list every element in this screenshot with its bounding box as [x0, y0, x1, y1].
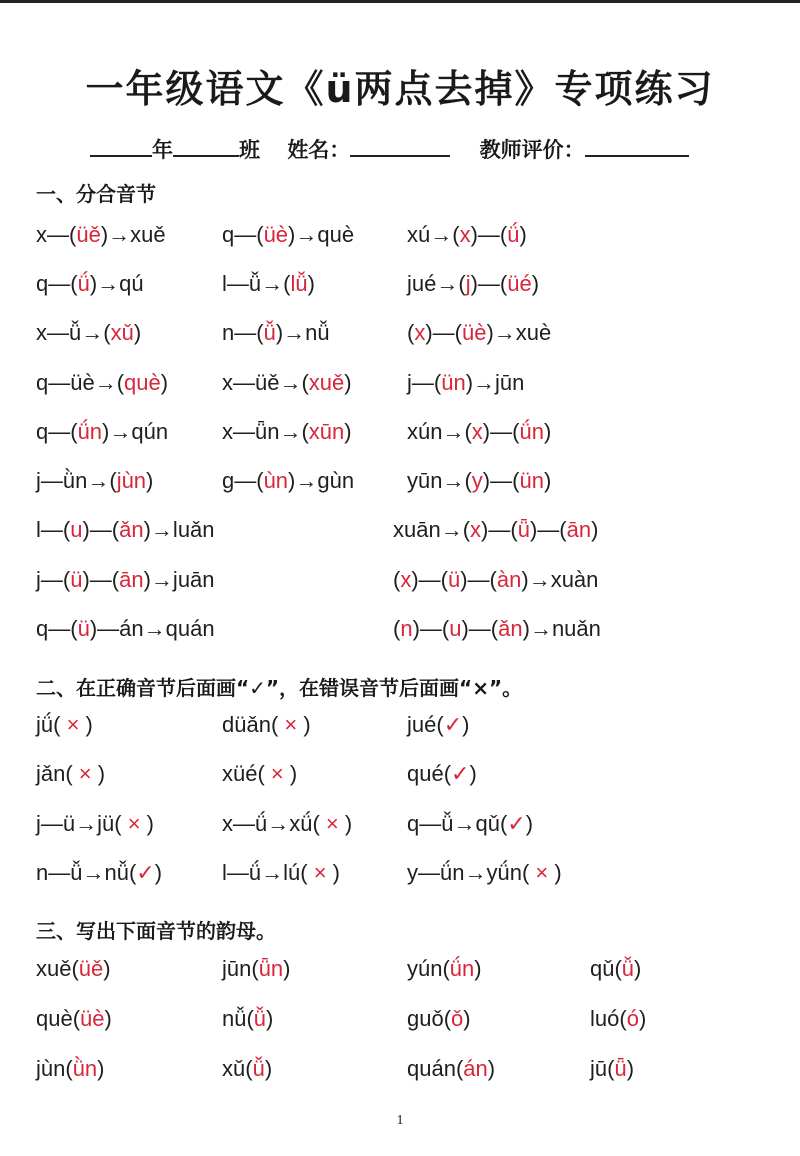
exercise-item — [222, 712, 311, 738]
question-text: ) — [154, 860, 163, 885]
exercise-item — [222, 271, 315, 297]
question-text: )—( — [82, 567, 120, 592]
question-text: )→xuè — [486, 320, 552, 345]
exercise-item — [222, 860, 340, 886]
answer-text: xuě — [308, 370, 345, 395]
exercise-item — [393, 517, 598, 543]
exercise-item — [407, 320, 551, 346]
question-text: ) — [344, 419, 352, 444]
exercise-row — [0, 222, 800, 262]
exercise-item — [590, 1006, 646, 1032]
question-text: ) — [97, 1056, 105, 1081]
exercise-item — [222, 761, 297, 787]
year-blank[interactable] — [90, 137, 152, 157]
answer-text: x — [400, 567, 412, 592]
exercise-item — [222, 222, 354, 248]
answer-text: u — [70, 517, 83, 542]
answer-text: × — [78, 761, 92, 786]
answer-text: ǘn — [519, 419, 544, 444]
exercise-item — [36, 567, 215, 593]
answer-text: üè — [461, 320, 487, 345]
class-label: 班 — [239, 138, 260, 162]
question-text: x—( — [36, 222, 77, 247]
question-text: jué→( — [407, 271, 466, 296]
exercise-row — [0, 517, 800, 557]
page-number: 1 — [396, 1113, 404, 1128]
exercise-row — [0, 712, 800, 752]
exercise-item — [407, 419, 551, 445]
question-text: ) — [487, 1056, 496, 1081]
answer-text: üè — [263, 222, 289, 247]
exercise-row — [0, 811, 800, 851]
exercise-item — [222, 419, 352, 445]
exercise-item — [393, 616, 601, 642]
answer-text: ǚ — [252, 1056, 265, 1081]
question-text: ) — [307, 271, 315, 296]
question-text: )→nuǎn — [522, 616, 601, 641]
answer-text: ün — [441, 370, 466, 395]
question-text: yún( — [407, 956, 450, 981]
answer-text: ü — [77, 616, 90, 641]
name-label: 姓名： — [287, 138, 351, 162]
answer-text: lǚ — [290, 271, 308, 296]
question-text: jǎn( — [36, 761, 79, 786]
class-blank[interactable] — [173, 137, 239, 157]
question-text: ) — [160, 370, 169, 395]
question-text: jūn( — [222, 956, 259, 981]
exercise-item — [393, 567, 598, 593]
exercise-item — [407, 956, 482, 982]
question-text: )→qún — [102, 419, 169, 444]
question-text: ) — [266, 1006, 274, 1031]
question-text: ) — [133, 320, 142, 345]
answer-text: ǚ — [621, 956, 635, 981]
question-text: ) — [463, 1006, 471, 1031]
question-text: g—( — [222, 468, 264, 493]
question-text: q—üè→( — [36, 370, 125, 395]
exercise-item — [36, 320, 141, 346]
question-text: ) — [283, 956, 291, 981]
exercise-item — [407, 860, 562, 886]
question-text: xú→( — [407, 222, 460, 247]
exercise-item — [36, 517, 215, 543]
answer-text: jùn — [116, 468, 147, 493]
question-text: ) — [638, 1006, 647, 1031]
question-text: )→juān — [143, 567, 215, 592]
exercise-item — [407, 1056, 495, 1082]
exercise-item — [36, 222, 166, 248]
exercise-row — [0, 860, 800, 900]
question-text: ) — [146, 468, 154, 493]
answer-text: × — [127, 811, 141, 836]
exercise-item — [222, 468, 354, 494]
question-text: )—( — [460, 567, 497, 592]
question-text: luó( — [590, 1006, 627, 1031]
question-text: qǔ( — [590, 956, 622, 981]
question-text: ) — [91, 761, 106, 786]
exercise-item — [222, 956, 291, 982]
question-text: q—( — [36, 271, 78, 296]
question-text: )—( — [411, 567, 448, 592]
exercise-row — [0, 370, 800, 410]
answer-text: ǖ — [614, 1056, 627, 1081]
exercise-row — [0, 1056, 800, 1096]
question-text: ) — [283, 761, 298, 786]
question-text: ) — [519, 222, 527, 247]
exercise-row — [0, 956, 800, 996]
answer-text: ✓ — [443, 712, 463, 737]
answer-text: ān — [119, 567, 144, 592]
exercise-row — [0, 271, 800, 311]
question-text: ) — [338, 811, 353, 836]
answer-text: n — [400, 616, 413, 641]
answer-text: ǖ — [517, 517, 530, 542]
question-text: )→xuě — [100, 222, 166, 247]
year-label: 年 — [152, 138, 173, 162]
answer-text: ǘ — [507, 222, 520, 247]
exercise-item — [36, 1056, 105, 1082]
question-text: jǘ( — [36, 712, 67, 737]
question-text: j—( — [36, 567, 71, 592]
exercise-row — [0, 320, 800, 360]
exercise-row — [0, 616, 800, 656]
question-text: ) — [104, 1006, 112, 1031]
question-text: yūn→( — [407, 468, 472, 493]
exercise-item — [590, 1056, 634, 1082]
answer-text: ǜn — [72, 1056, 98, 1081]
answer-text: ✓ — [136, 860, 155, 885]
question-text: q—( — [222, 222, 264, 247]
question-text: jū( — [590, 1056, 615, 1081]
question-text: x—ǘ→xǘ( — [222, 811, 326, 836]
exercise-item — [36, 712, 93, 738]
exercise-row — [0, 419, 800, 459]
exercise-item — [36, 811, 154, 837]
exercise-item — [36, 761, 105, 787]
question-text: )—( — [481, 517, 518, 542]
exercise-item — [36, 616, 215, 642]
exercise-item — [222, 1006, 273, 1032]
answer-text: ǚ — [263, 320, 276, 345]
answer-text: ǖn — [258, 956, 284, 981]
question-text: ) — [297, 712, 311, 737]
question-text: ) — [543, 468, 552, 493]
question-text: ) — [634, 956, 642, 981]
teacher-eval-label: 教师评价： — [479, 138, 585, 162]
question-text: ) — [626, 1056, 635, 1081]
exercise-item — [222, 320, 330, 346]
question-text: )—( — [482, 468, 520, 493]
question-text: jùn( — [36, 1056, 73, 1081]
question-text: n—( — [222, 320, 264, 345]
exercise-item — [222, 1056, 272, 1082]
question-text: )→jūn — [465, 370, 525, 395]
question-text: ) — [531, 271, 540, 296]
question-text: )→gùn — [288, 468, 355, 493]
page-title: 一年级语文《ü两点去掉》专项练习 — [85, 67, 715, 111]
question-text: xüé( — [222, 761, 271, 786]
question-text: )—( — [470, 222, 508, 247]
question-text: ) — [140, 811, 154, 836]
question-text: j—ǜn→( — [36, 468, 117, 493]
exercise-item — [407, 761, 477, 787]
question-text: xuān→( — [393, 517, 471, 542]
question-text: y—ǘn→yǘn( — [407, 860, 536, 885]
question-text: )—( — [461, 616, 499, 641]
question-text: ) — [462, 712, 470, 737]
question-text: quán( — [407, 1056, 464, 1081]
exercise-item — [407, 222, 527, 248]
section-3-heading: 三、写出下面音节的韵母。 — [36, 919, 276, 943]
answer-text: x — [471, 419, 483, 444]
question-text: q—( — [36, 616, 78, 641]
exercise-row — [0, 468, 800, 508]
question-text: ) — [103, 956, 111, 981]
answer-text: ǘn — [449, 956, 475, 981]
exercise-item — [222, 811, 352, 837]
question-text: q—( — [36, 419, 78, 444]
top-border — [0, 0, 800, 3]
question-text: )→xuàn — [521, 567, 599, 592]
question-text: qué( — [407, 761, 452, 786]
question-text: xǔ( — [222, 1056, 253, 1081]
question-text: l—ǘ→lú( — [222, 860, 314, 885]
question-text: nǚ( — [222, 1006, 254, 1031]
answer-text: ān — [566, 517, 592, 542]
question-text: )—( — [529, 517, 567, 542]
exercise-item — [590, 956, 641, 982]
answer-text: x — [470, 517, 482, 542]
question-text: ) — [326, 860, 340, 885]
question-text: )→luǎn — [143, 517, 215, 542]
answer-text: × — [535, 860, 549, 885]
question-text: ) — [79, 712, 93, 737]
section-1-heading: 一、分合音节 — [36, 182, 156, 206]
exercise-item — [36, 1006, 112, 1032]
answer-text: ǎn — [498, 616, 523, 641]
answer-text: ü — [70, 567, 83, 592]
question-text: ( — [393, 567, 401, 592]
question-text: )—án→quán — [89, 616, 215, 641]
question-text: ) — [543, 419, 552, 444]
exercise-item — [407, 811, 533, 837]
question-text: xún→( — [407, 419, 472, 444]
exercise-item — [407, 712, 469, 738]
question-text: )→nǚ — [275, 320, 330, 345]
answer-text: × — [66, 712, 80, 737]
question-text: ( — [407, 320, 415, 345]
answer-text: ǒ — [451, 1006, 464, 1031]
answer-text: x — [459, 222, 471, 247]
answer-text: j — [465, 271, 471, 296]
question-text: l—ǚ→( — [222, 271, 291, 296]
question-text: ) — [474, 956, 482, 981]
question-text: j—( — [407, 370, 442, 395]
answer-text: üè — [80, 1006, 105, 1031]
question-text: x—üě→( — [222, 370, 309, 395]
question-text: ( — [393, 616, 401, 641]
exercise-item — [407, 468, 551, 494]
question-text: ) — [525, 811, 534, 836]
exercise-item — [407, 1006, 471, 1032]
question-text: )→què — [288, 222, 355, 247]
answer-text: ü — [447, 567, 461, 592]
teacher-eval-blank[interactable] — [585, 137, 689, 157]
exercise-row — [0, 567, 800, 607]
question-text: jué( — [407, 712, 444, 737]
answer-text: ✓ — [451, 761, 470, 786]
exercise-item — [407, 271, 539, 297]
answer-text: × — [270, 761, 284, 786]
exercise-item — [36, 956, 111, 982]
answer-text: ✓ — [507, 811, 526, 836]
question-text: x—ǖn→( — [222, 419, 309, 444]
question-text: ) — [469, 761, 477, 786]
answer-text: ǎn — [119, 517, 144, 542]
name-blank[interactable] — [350, 137, 450, 157]
answer-text: ǘn — [77, 419, 103, 444]
answer-text: ùn — [263, 468, 289, 493]
question-text: )—( — [470, 271, 508, 296]
answer-text: ǚ — [253, 1006, 267, 1031]
question-text: què( — [36, 1006, 81, 1031]
question-text: xuě( — [36, 956, 79, 981]
answer-text: xūn — [308, 419, 345, 444]
question-text: guǒ( — [407, 1006, 452, 1031]
exercise-item — [36, 468, 153, 494]
answer-text: × — [313, 860, 327, 885]
answer-text: × — [325, 811, 339, 836]
answer-text: ǘ — [77, 271, 90, 296]
answer-text: án — [463, 1056, 488, 1081]
exercise-row — [0, 761, 800, 801]
section-2-heading: 二、在正确音节后面画“✓”，在错误音节后面画“×”。 — [36, 676, 523, 700]
question-text: düǎn( — [222, 712, 285, 737]
exercise-item — [36, 419, 168, 445]
question-text: n—ǚ→nǚ( — [36, 860, 137, 885]
student-info-line — [90, 134, 689, 164]
answer-text: u — [449, 616, 462, 641]
exercise-item — [36, 860, 162, 886]
question-text: )—( — [482, 419, 520, 444]
answer-text: x — [414, 320, 426, 345]
answer-text: què — [124, 370, 161, 395]
question-text: l—( — [36, 517, 71, 542]
question-text: )—( — [425, 320, 462, 345]
question-text: q—ǚ→qǔ( — [407, 811, 508, 836]
exercise-item — [222, 370, 352, 396]
question-text: x—ǚ→( — [36, 320, 111, 345]
question-text: ) — [264, 1056, 273, 1081]
question-text: ) — [548, 860, 562, 885]
answer-text: ó — [626, 1006, 639, 1031]
answer-text: y — [471, 468, 483, 493]
answer-text: ün — [519, 468, 544, 493]
answer-text: üě — [76, 222, 101, 247]
exercise-row — [0, 1006, 800, 1046]
answer-text: üé — [507, 271, 532, 296]
question-text: )—( — [82, 517, 120, 542]
answer-text: àn — [496, 567, 522, 592]
answer-text: xǔ — [110, 320, 134, 345]
question-text: j—ü→jü( — [36, 811, 128, 836]
question-text: )→qú — [89, 271, 144, 296]
answer-text: × — [284, 712, 298, 737]
question-text: ) — [344, 370, 352, 395]
answer-text: üě — [78, 956, 104, 981]
question-text: )—( — [412, 616, 450, 641]
exercise-item — [407, 370, 524, 396]
exercise-item — [36, 271, 144, 297]
exercise-item — [36, 370, 168, 396]
question-text: ) — [591, 517, 599, 542]
